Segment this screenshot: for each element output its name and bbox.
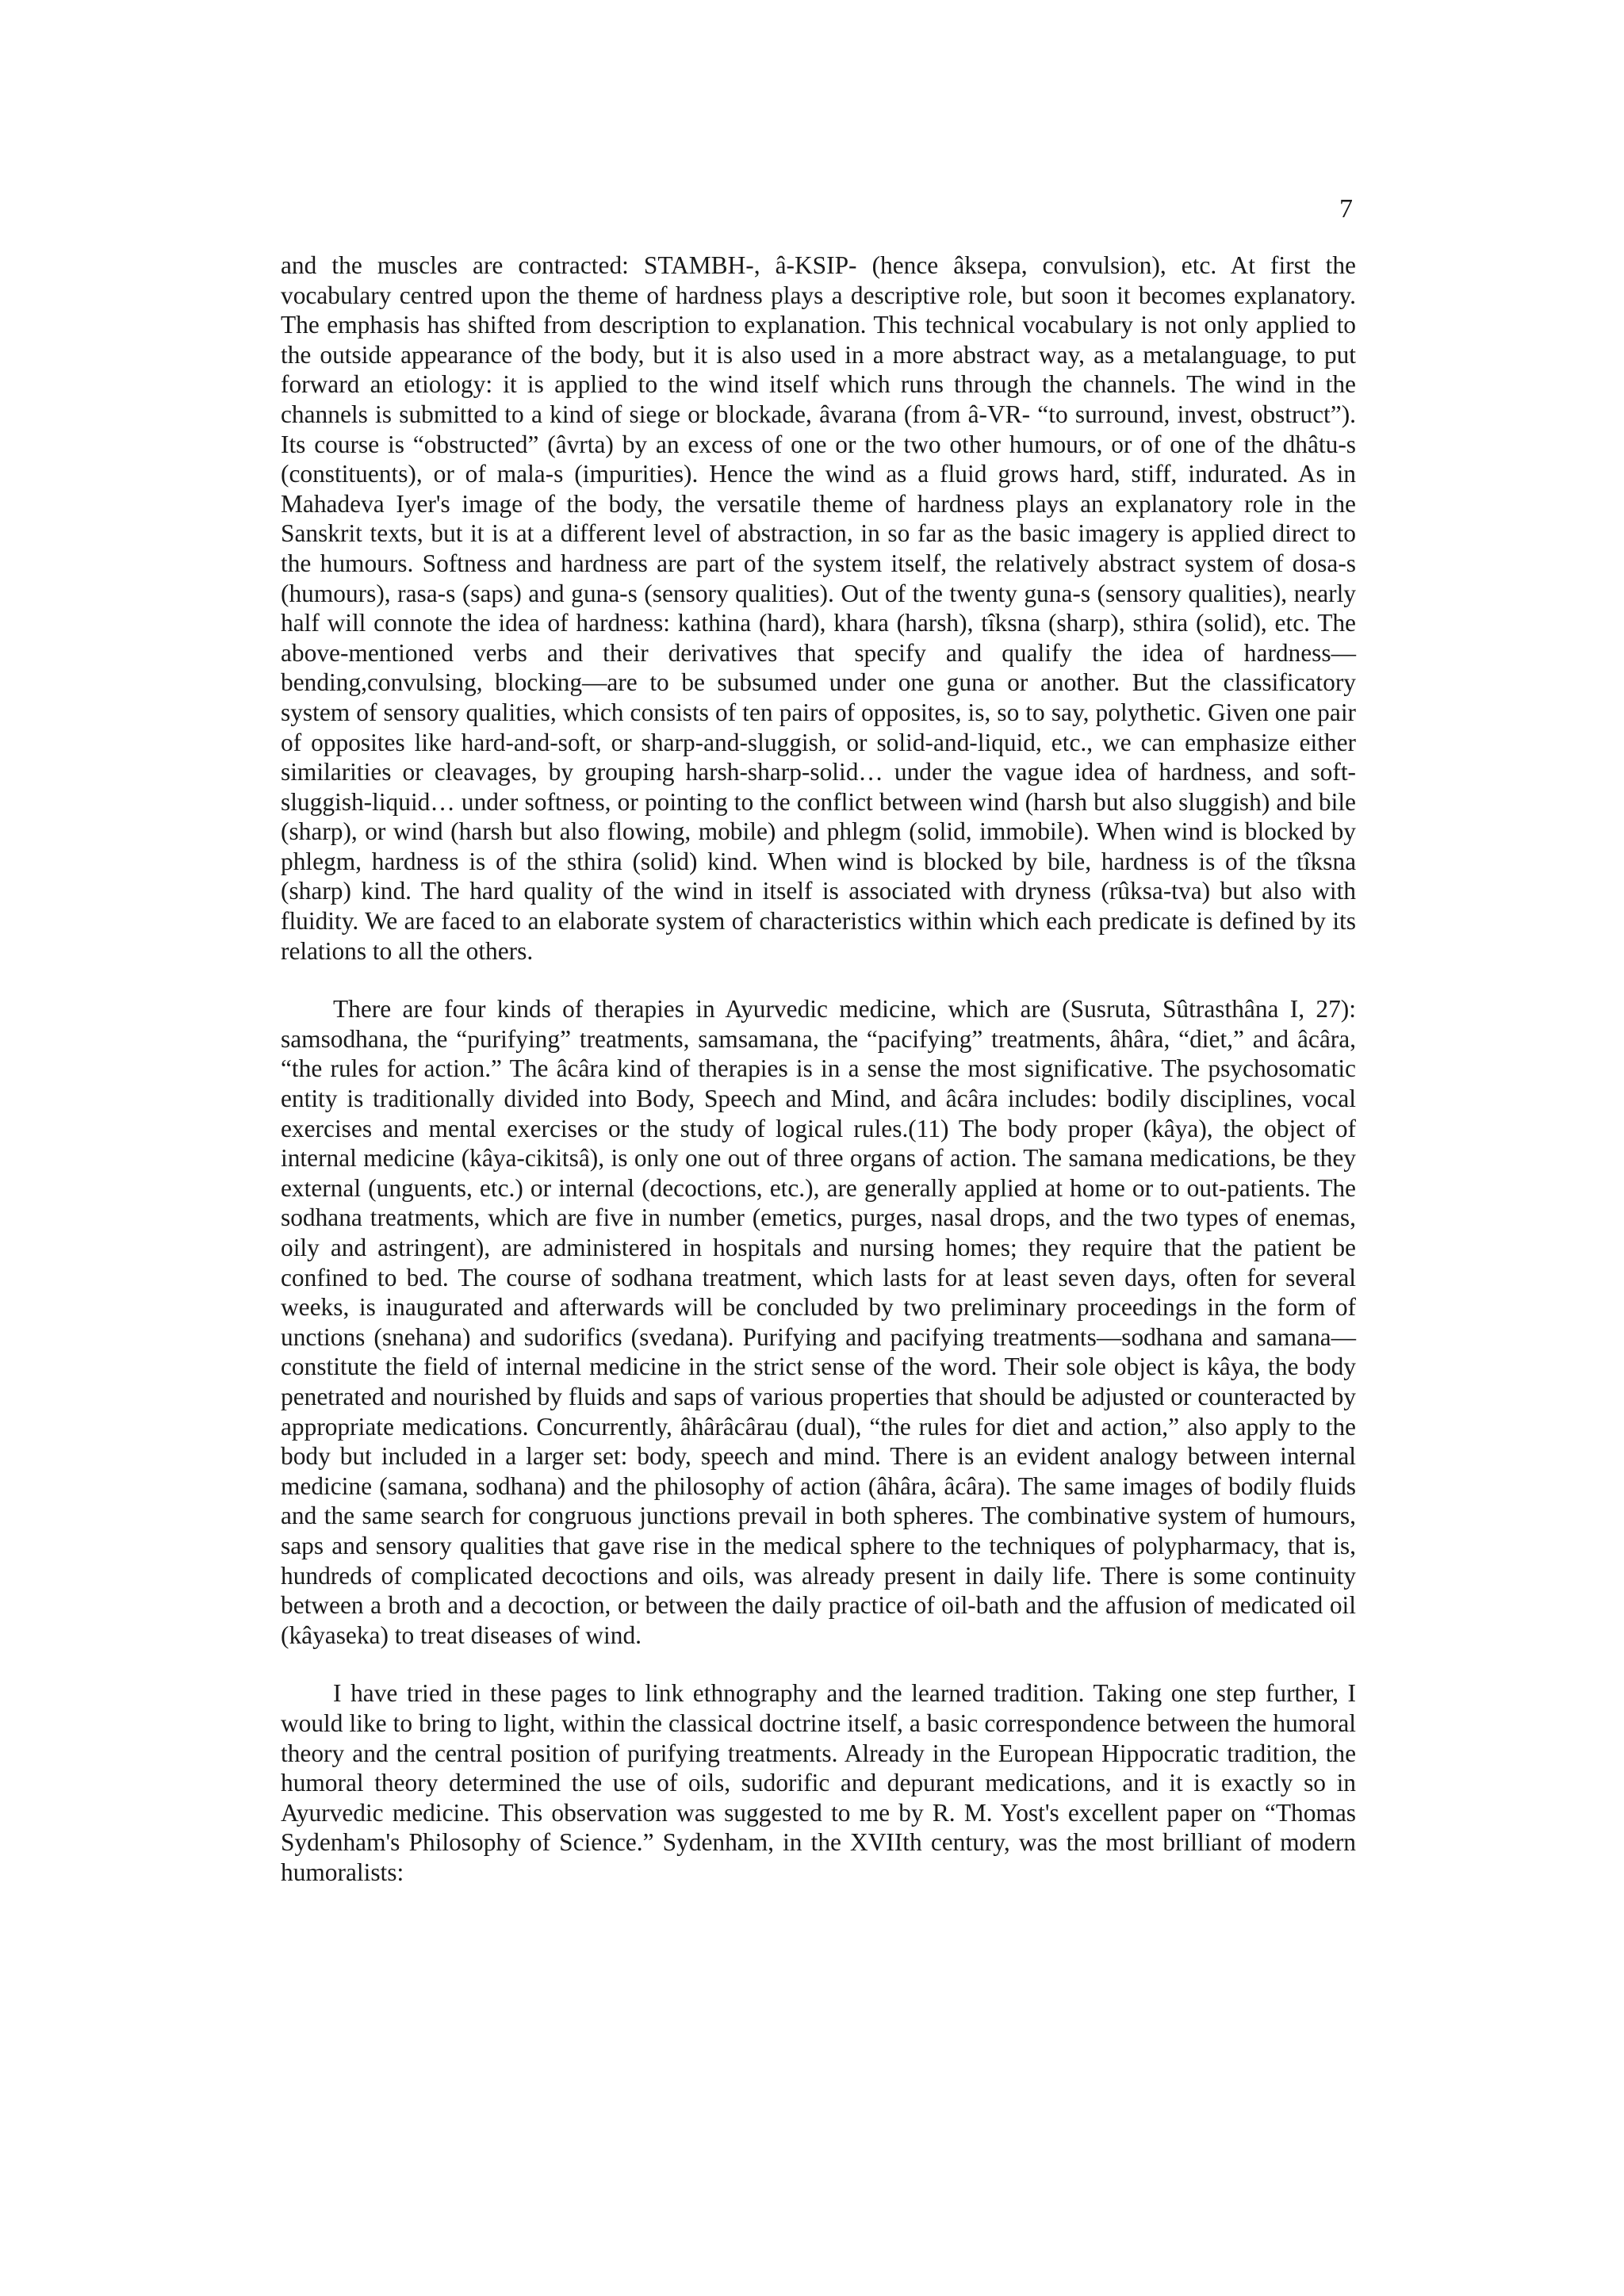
paragraph-hardness-vocabulary: and the muscles are contracted: STAMBH-, â-KSIP- (hence âksepa, convulsion), etc. At first the vocabulary centred upon the theme of hardness plays a descriptive role, but soon it becomes explanatory. The emphasis has shifted from description to explanation. This technical vocabulary is not only applied to the outside appearance of the body, but it is also used in a more abstract way, as a metalanguage, to put forward an etiology: it is applied to the wind itself which runs through the channels. The wind in the channels is submitted to a kind of siege or blockade, âvarana (from â-VR- “to surround, invest, obstruct”). Its course is “obstructed” (âvrta) by an excess of one or the two other humours, or of one of the dhâtu-s (constituents), or of mala-s (impurities). Hence the wind as a fluid grows hard, stiff, indurated. As in Mahadeva Iyer's image of the body, the versatile theme of hardness plays an explanatory role in the Sanskrit texts, but it is at a different level of abstraction, in so far as the basic imagery is applied direct to the humours. Softness and hardness are part of the system itself, the relatively abstract system of dosa-s (humours), rasa-s (saps) and guna-s (sensory qualities). Out of the twenty guna-s (sensory qualities), nearly half will connote the idea of hardness: kathina (hard), khara (harsh), tîksna (sharp), sthira (solid), etc. The above-mentioned verbs and their derivatives that specify and qualify the idea of hardness—bending,convulsing, blocking—are to be subsumed under one guna or another. But the classificatory system of sensory qualities, which consists of ten pairs of opposites, is, so to say, polythetic. Given one pair of opposites like hard-and-soft, or sharp-and-sluggish, or solid-and-liquid, etc., we can emphasize either similarities or cleavages, by grouping harsh-sharp-solid… under the vague idea of hardness, and soft-sluggish-liquid… under softness, or pointing to the conflict between wind (harsh but also sluggish) and bile (sharp), or wind (harsh but also flowing, mobile) and phlegm (solid, immobile). When wind is blocked by phlegm, hardness is of the sthira (solid) kind. When wind is blocked by bile, hardness is of the tîksna (sharp) kind. The hard quality of the wind in itself is associated with dryness (rûksa-tva) but also with fluidity. We are faced to an elaborate system of characteristics within which each predicate is defined by its relations to all the others. — [281, 251, 1356, 965]
body-text — [281, 251, 1356, 1887]
paragraph-four-therapies: There are four kinds of therapies in Ayurvedic medicine, which are (Susruta, Sûtrasthâna I, 27): samsodhana, the “purifying” treatments, samsamana, the “pacifying” treatments, âhâra, “diet,” and âcâra, “the rules for action.” The âcâra kind of therapies is in a sense the most significative. The psychosomatic entity is traditionally divided into Body, Speech and Mind, and âcâra includes: bodily disciplines, vocal exercises and mental exercises or the study of logical rules.(11) The body proper (kâya), the object of internal medicine (kâya-cikitsâ), is only one out of three organs of action. The samana medications, be they external (unguents, etc.) or internal (decoctions, etc.), are generally applied at home or to out-patients. The sodhana treatments, which are five in number (emetics, purges, nasal drops, and the two types of enemas, oily and astringent), are administered in hospitals and nursing homes; they require that the patient be confined to bed. The course of sodhana treatment, which lasts for at least seven days, often for several weeks, is inaugurated and afterwards will be concluded by two preliminary proceedings in the form of unctions (snehana) and sudorifics (svedana). Purifying and pacifying treatments—sodhana and samana— constitute the field of internal medicine in the strict sense of the word. Their sole object is kâya, the body penetrated and nourished by fluids and saps of various properties that should be adjusted or counteracted by appropriate medications. Concurrently, âhârâcârau (dual), “the rules for diet and action,” also apply to the body but included in a larger set: body, speech and mind. There is an evident analogy between internal medicine (samana, sodhana) and the philosophy of action (âhâra, âcâra). The same images of bodily fluids and the same search for congruous junctions prevail in both spheres. The combinative system of humours, saps and sensory qualities that gave rise in the medical sphere to the techniques of polypharmacy, that is, hundreds of complicated decoctions and oils, was already present in daily life. There is some continuity between a broth and a decoction, or between the daily practice of oil-bath and the affusion of medicated oil (kâyaseka) to treat diseases of wind. — [281, 995, 1356, 1649]
paragraph-humoral-theory: I have tried in these pages to link ethnography and the learned tradition. Taking one step further, I would like to bring to light, within the classical doctrine itself, a basic correspondence between the humoral theory and the central position of purifying treatments. Already in the European Hippocratic tradition, the humoral theory determined the use of oils, sudorific and depurant medications, and it is exactly so in Ayurvedic medicine. This observation was suggested to me by R. M. Yost's excellent paper on “Thomas Sydenham's Philosophy of Science.” Sydenham, in the XVIIth century, was the most brilliant of modern humoralists: — [281, 1679, 1356, 1886]
page-number: 7 — [1339, 194, 1353, 224]
